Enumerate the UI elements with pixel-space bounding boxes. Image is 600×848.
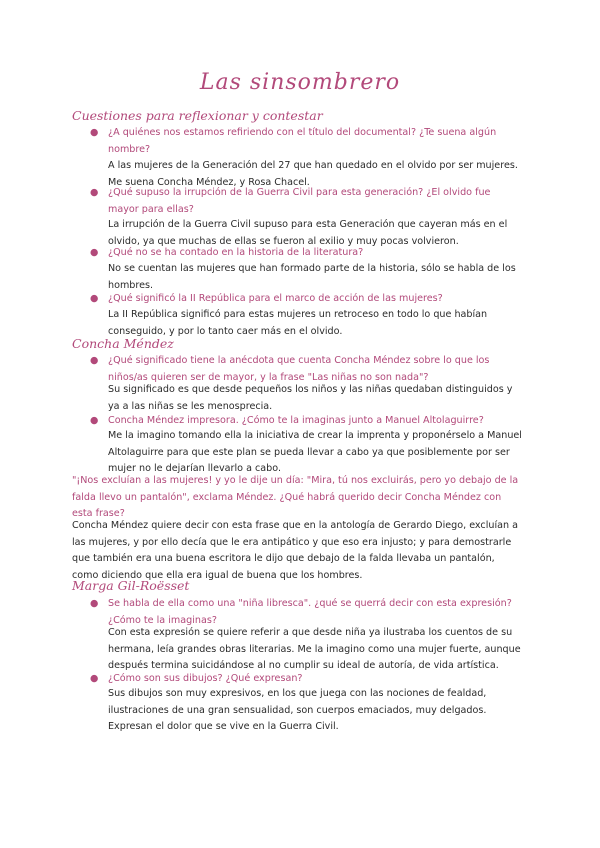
bullet-icon: ● xyxy=(90,293,99,304)
section-heading-cuestiones: Cuestiones para reflexionar y contestar xyxy=(72,108,323,123)
question: ¿Qué significó la II República para el marco de acción de las mujeres? xyxy=(108,293,443,304)
bullet-icon: ● xyxy=(90,127,99,138)
answer: Me la imagino tomando ella la iniciativa de crear la imprenta y proponérselo a Manuel Altolaguirre para que este plan se pueda llevar a cabo ya que posiblemente por ser mujer no le dejarían llevarlo a cabo. xyxy=(108,430,522,475)
question: ¿Qué supuso la irrupción de la Guerra Civil para esta generación? ¿El olvido fue mayor para ellas? xyxy=(108,187,491,215)
answer: Sus dibujos son muy expresivos, en los que juega con las nociones de fealdad, ilustraciones de una gran sensualidad, son cuerpos emaciados, muy delgados. Expresan el dolor que se vive en la Guerra Civil. xyxy=(108,688,487,733)
bullet-icon: ● xyxy=(90,247,99,258)
bullet-icon: ● xyxy=(90,598,99,609)
question: Se habla de ella como una "niña libresca". ¿qué se querrá decir con esta expresión? ¿Cómo te la imaginas? xyxy=(108,598,512,626)
bullet-icon: ● xyxy=(90,415,99,426)
question: ¿Cómo son sus dibujos? ¿Qué expresan? xyxy=(108,673,303,684)
question: ¿A quiénes nos estamos refiriendo con el título del documental? ¿Te suena algún nombre? xyxy=(108,127,497,155)
answer: La irrupción de la Guerra Civil supuso para esta Generación que cayeran más en el olvido, ya que muchas de ellas se fueron al exilio y muy pocas volvieron. xyxy=(108,219,508,247)
quote-answer: Concha Méndez quiere decir con esta frase que en la antología de Gerardo Diego, excluían a las mujeres, y por ello decía que le era antipático y que eso era injusto; y para demostrarle que también era una buena escritora le dijo que debajo de la falda llevaba un pantalón, como diciendo que ella era igual de buena que los hombres. xyxy=(72,520,519,581)
bullet-icon: ● xyxy=(90,673,99,684)
quote-question: "¡Nos excluían a las mujeres! y yo le dije un día: "Mira, tú nos excluirás, pero yo debajo de la falda llevo un pantalón", exclama Méndez. ¿Qué habrá querido decir Concha Méndez con esta frase? xyxy=(72,475,519,520)
answer: No se cuentan las mujeres que han formado parte de la historia, sólo se habla de los hombres. xyxy=(108,263,516,291)
section-heading-concha: Concha Méndez xyxy=(72,336,174,351)
question: Concha Méndez impresora. ¿Cómo te la imaginas junto a Manuel Altolaguirre? xyxy=(108,415,484,426)
section-heading-marga: Marga Gil-Roësset xyxy=(72,578,190,593)
answer: La II República significó para estas mujeres un retroceso en todo lo que habían conseguido, y por lo tanto caer más en el olvido. xyxy=(108,309,488,337)
bullet-icon: ● xyxy=(90,355,99,366)
question: ¿Qué no se ha contado en la historia de la literatura? xyxy=(108,247,364,258)
answer: Su significado es que desde pequeños los niños y las niñas quedaban distinguidos y ya a las niñas se les menosprecia. xyxy=(108,384,513,412)
answer: Con esta expresión se quiere referir a que desde niña ya ilustraba los cuentos de su hermana, leía grandes obras literarias. Me la imagino como una mujer fuerte, aunque después termina suicidándose al no cumplir su ideal de autoría, de vida artística. xyxy=(108,627,521,672)
answer: A las mujeres de la Generación del 27 que han quedado en el olvido por ser mujeres. Me suena Concha Méndez, y Rosa Chacel. xyxy=(108,160,518,188)
bullet-icon: ● xyxy=(90,187,99,198)
question: ¿Qué significado tiene la anécdota que cuenta Concha Méndez sobre lo que los niños/as quieren ser de mayor, y la frase "Las niñas no son nada"? xyxy=(108,355,490,383)
document-title: Las sinsombrero xyxy=(199,70,401,95)
